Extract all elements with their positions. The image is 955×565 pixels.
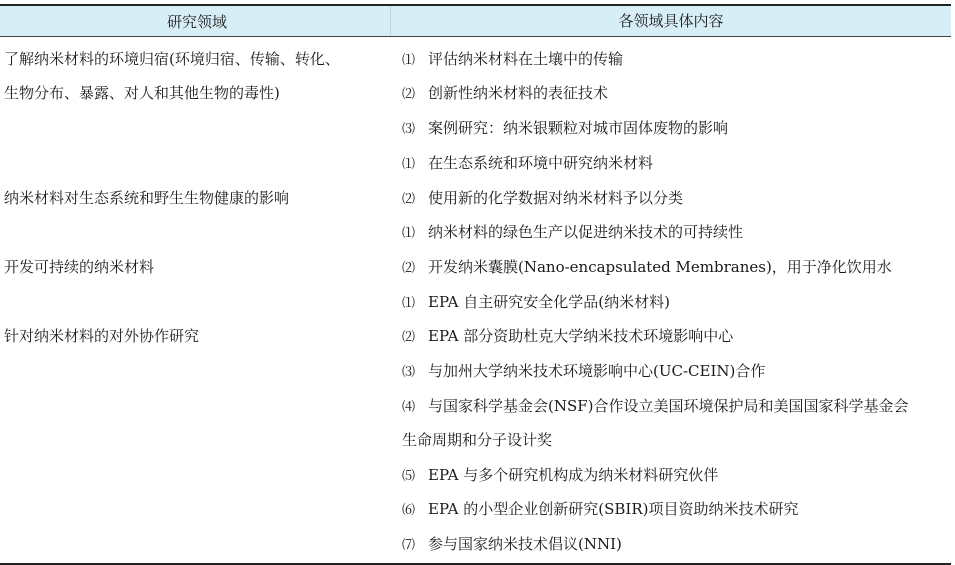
research-area-column [0, 41, 400, 561]
table-body [0, 37, 951, 563]
content-line: ⑹ EPA 的小型企业创新研究(SBIR)项目资助纳米技术研究 [402, 500, 799, 518]
header-content: 各领域具体内容 [390, 6, 951, 36]
content-line: 生命周期和分子设计奖 [402, 431, 553, 449]
table-header [0, 6, 951, 37]
area-line: 开发可持续的纳米材料 [4, 258, 155, 276]
content-line: ⑴ 在生态系统和环境中研究纳米材料 [402, 154, 654, 172]
content-line: ⑵ EPA 部分资助杜克大学纳米技术环境影响中心 [402, 327, 734, 345]
content-line: ⑵ 开发纳米囊膜(Nano-encapsulated Membranes)，用于净化饮用水 [402, 258, 892, 276]
content-line: ⑵ 使用新的化学数据对纳米材料予以分类 [402, 189, 684, 207]
area-line: 纳米材料对生态系统和野生生物健康的影响 [4, 189, 290, 207]
content-line: ⑴ 评估纳米材料在土壤中的传输 [402, 50, 624, 68]
area-line: 了解纳米材料的环境归宿(环境归宿、传输、转化、 [4, 50, 340, 68]
content-line: ⑴ EPA 自主研究安全化学品(纳米材料) [402, 293, 670, 311]
content-line: ⑷ 与国家科学基金会(NSF)合作设立美国环境保护局和美国国家科学基金会 [402, 397, 909, 415]
area-line: 针对纳米材料的对外协作研究 [4, 327, 200, 345]
area-line: 生物分布、暴露、对人和其他生物的毒性) [4, 84, 280, 102]
content-line: ⑸ EPA 与多个研究机构成为纳米材料研究伙伴 [402, 466, 719, 484]
content-column [400, 41, 951, 561]
content-line: ⑴ 纳米材料的绿色生产以促进纳米技术的可持续性 [402, 223, 744, 241]
content-line: ⑶ 案例研究：纳米银颗粒对城市固体废物的影响 [402, 119, 729, 137]
research-table [0, 4, 951, 565]
header-research-area: 研究领域 [166, 12, 227, 31]
content-line: ⑶ 与加州大学纳米技术环境影响中心(UC-CEIN)合作 [402, 362, 766, 380]
content-line: ⑺ 参与国家纳米技术倡议(NNI) [402, 535, 622, 553]
content-line: ⑵ 创新性纳米材料的表征技术 [402, 84, 609, 102]
